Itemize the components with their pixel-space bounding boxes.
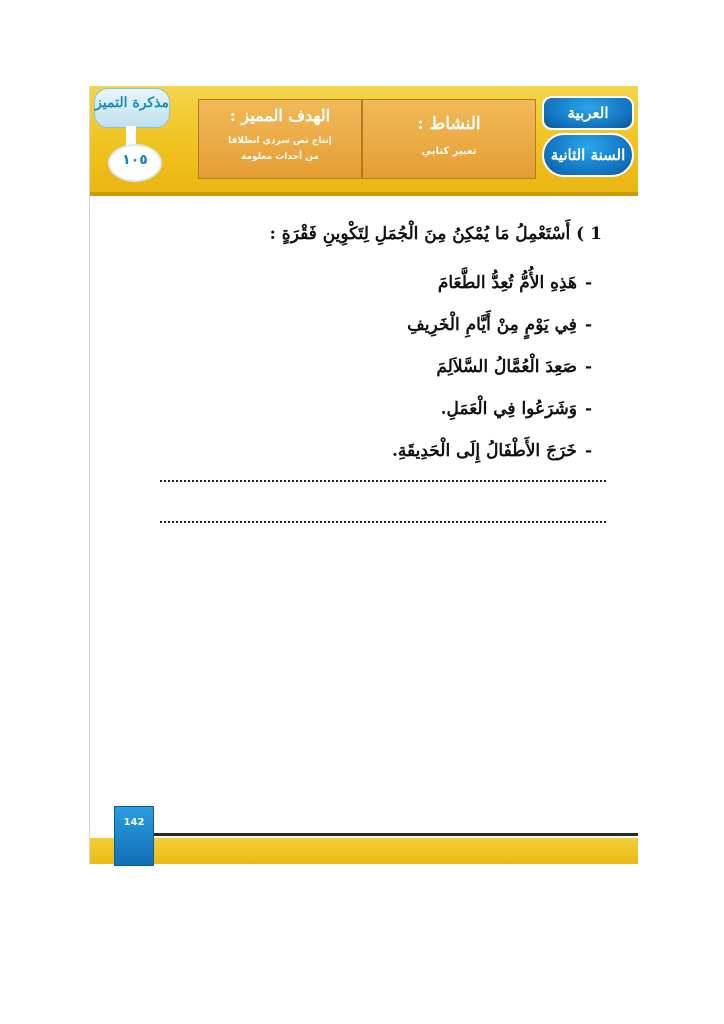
logo-plate (94, 88, 170, 128)
goal-line-1: إنتاج نص سردي انطلاقا (228, 136, 332, 146)
sentence-list (172, 262, 592, 472)
page-number-tab (114, 806, 154, 866)
sentence-item (172, 388, 592, 430)
sentence-item (172, 304, 592, 346)
sentence-item (172, 262, 592, 304)
logo-badge (90, 86, 172, 186)
activity-title: النشاط : (417, 114, 481, 134)
page-number: 142 (123, 817, 145, 828)
sentence-text: هَذِهِ الأُمُّ تُعِدُّ الطَّعَامَ (437, 273, 577, 293)
logo-number: ١٠٥ (122, 152, 148, 168)
answer-line[interactable] (160, 521, 606, 523)
worksheet-page (89, 86, 638, 864)
footer-rule (150, 833, 638, 836)
subject-badge: العربية (542, 96, 634, 130)
sentence-text: خَرَجَ الأَطْفَالُ إِلَى الْحَدِيقَةِ. (392, 441, 577, 461)
footer-band (90, 804, 638, 864)
footer-yellow-band (90, 838, 638, 864)
activity-subtitle: تعبير كتابي (421, 146, 477, 157)
exercise-instruction: 1 ) أَسْتَعْمِلُ مَا يُمْكِنُ مِنَ الْجُمَلِ لِتَكْوِينِ فَقْرَةٍ : (269, 224, 602, 244)
sentence-text: وَشَرَعُوا فِي الْعَمَلِ. (440, 399, 577, 419)
list-dash: - (584, 315, 592, 335)
list-dash: - (584, 357, 592, 377)
list-dash: - (584, 441, 592, 461)
logo-ring (108, 144, 162, 182)
logo-title: مذكرة التميز (95, 95, 169, 111)
goal-title: الهدف المميز : (229, 106, 331, 125)
header-band (90, 86, 638, 196)
list-dash: - (584, 399, 592, 419)
grade-badge: السنة الثانية (542, 133, 634, 177)
sentence-text: فِي يَوْمٍ مِنْ أَيَّامِ الْخَرِيفِ (407, 315, 577, 335)
activity-box (362, 99, 536, 179)
sentence-item (172, 346, 592, 388)
sentence-text: صَعِدَ الْعُمَّالُ السَّلاَلِمَ (436, 357, 577, 377)
answer-line[interactable] (160, 480, 606, 482)
list-dash: - (584, 273, 592, 293)
goal-line-2: من أحداث معلومة (241, 152, 319, 162)
sentence-item (172, 430, 592, 472)
header-divider (90, 192, 638, 196)
goal-box (198, 99, 362, 179)
